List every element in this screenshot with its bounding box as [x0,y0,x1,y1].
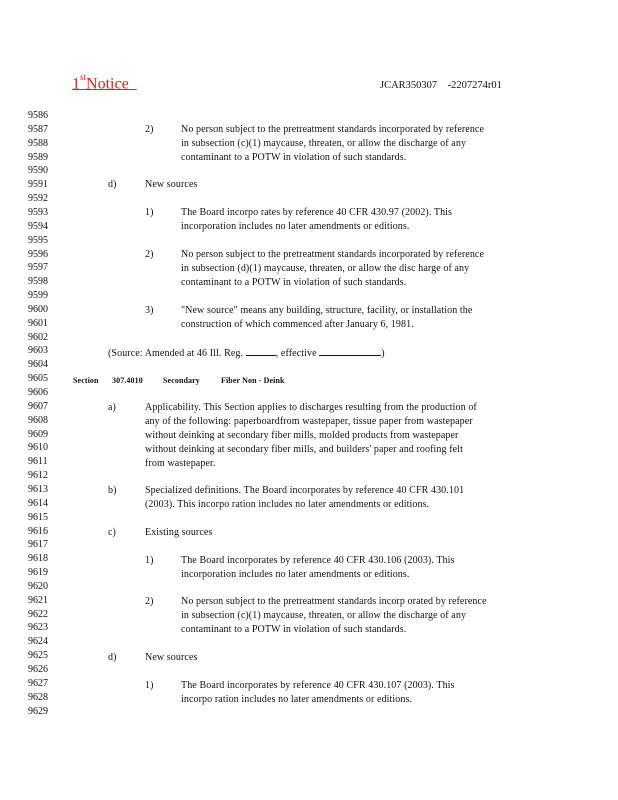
line-number: 9613 [28,483,48,495]
line-number: 9610 [28,442,48,454]
line-number: 9611 [28,456,48,468]
text-line: contaminant to a POTW in violation of such standards. [181,624,407,635]
text-line: Existing sources [145,527,213,538]
text-line: without deinking at secondary fiber mills, molded products from wastepaper [145,430,459,441]
line-number: 9605 [28,373,48,385]
text-line: "New source" means any building, structure, facility, or installation the [181,305,473,316]
line-number: 9600 [28,303,48,315]
line-number: 9589 [28,151,48,163]
line-number: 9593 [28,206,48,218]
line-number: 9617 [28,539,48,551]
text-line: No person subject to the pretreatment standards incorporated by reference [181,124,485,135]
line-number: 9616 [28,525,48,537]
item-number: 2) [145,249,154,260]
line-number: 9615 [28,511,48,523]
line-number: 9607 [28,400,48,412]
source-note-close: ) [381,348,385,359]
text-line: The Board incorpo rates by reference 40 CFR 430.97 (2002). This [181,207,453,218]
line-number: 9623 [28,622,48,634]
line-number: 9591 [28,179,48,191]
line-number: 9599 [28,290,48,301]
item-number: 2) [145,596,154,607]
line-number: 9594 [28,220,48,232]
line-number: 9619 [28,567,48,578]
line-number: 9596 [28,248,48,260]
line-number: 9612 [28,470,48,482]
line-number: 9586 [28,110,48,121]
item-number: d) [108,652,117,663]
text-line: The Board incorporates by reference 40 CFR 430.107 (2003). This [181,680,455,691]
line-number: 9609 [28,428,48,440]
effective-label: , effective [275,348,317,359]
line-number: 9590 [28,165,48,177]
line-number: 9588 [28,137,48,149]
line-number: 9626 [28,664,48,675]
section-label: Section [73,376,99,385]
item-number: b) [108,485,117,496]
section-title-part: Fiber Non - Deink [221,376,285,385]
notice-word: Notice [86,75,129,93]
line-number: 9629 [28,705,48,717]
effective-blank [319,346,381,356]
text-line: incorpo ration includes no later amendments or editions. [181,694,413,705]
text-line: in subsection (c)(1) maycause, threaten, or allow the discharge of any [181,610,467,621]
item-number: 1) [145,555,154,566]
text-line: (2003). This incorpo ration includes no later amendments or editions. [145,499,430,510]
item-number: d) [108,179,117,190]
line-number: 9622 [28,608,48,620]
line-number: 9601 [28,317,48,329]
line-number: 9621 [28,594,48,606]
line-number: 9614 [28,497,48,509]
item-number: 2) [145,124,154,135]
section-number: 307.4010 [112,376,143,385]
line-number: 9606 [28,387,48,398]
text-line: without deinking at secondary fiber mills, and builders' paper and roofing felt [145,444,463,455]
jcar-code: JCAR350307 -2207274r01 [380,80,502,91]
line-number: 9592 [28,193,48,205]
text-line: No person subject to the pretreatment standards incorporated by reference [181,249,485,260]
text-line: contaminant to a POTW in violation of such standards. [181,277,407,288]
line-number: 9595 [28,234,48,246]
line-number: 9602 [28,331,48,343]
source-note-text: (Source: Amended at 46 Ill. Reg. [108,348,244,359]
text-line: New sources [145,652,198,663]
line-number: 9627 [28,677,48,689]
text-line: Specialized definitions. The Board incorporates by reference 40 CFR 430.101 [145,485,465,496]
line-number: 9624 [28,636,48,648]
text-line: construction of which commenced after January 6, 1981. [181,319,414,330]
text-line: contaminant to a POTW in violation of such standards. [181,152,407,163]
item-number: 1) [145,680,154,691]
register-blank [246,346,276,356]
line-number: 9628 [28,691,48,703]
line-number: 9603 [28,345,48,357]
text-line: No person subject to the pretreatment standards incorp orated by reference [181,596,487,607]
text-line: any of the following: paperboardfrom wastepaper, tissue paper from wastepaper [145,416,473,427]
notice-suffix: st [80,72,87,82]
notice-heading [72,74,137,93]
item-number: 3) [145,305,154,316]
item-number: 1) [145,207,154,218]
line-number: 9620 [28,580,48,592]
line-number: 9598 [28,276,48,288]
text-line: in subsection (d)(1) maycause, threaten, or allow the disc harge of any [181,263,470,274]
text-line: incorporation includes no later amendments or editions. [181,221,410,232]
line-number: 9604 [28,359,48,371]
item-number: c) [108,527,116,538]
line-number: 9618 [28,553,48,565]
line-number: 9597 [28,262,48,274]
text-line: incorporation includes no later amendments or editions. [181,569,410,580]
text-line: from wastepaper. [145,458,216,469]
line-number: 9625 [28,650,48,662]
item-number: a) [108,402,116,413]
notice-number: 1 [72,75,80,93]
line-number: 9608 [28,414,48,426]
line-number: 9587 [28,123,48,135]
text-line: Applicability. This Section applies to discharges resulting from the production of [145,402,477,413]
section-title-part: Secondary [163,376,200,385]
text-line: in subsection (c)(1) maycause, threaten, or allow the discharge of any [181,138,467,149]
text-line: The Board incorporates by reference 40 CFR 430.106 (2003). This [181,555,455,566]
text-line: New sources [145,179,198,190]
source-note [108,346,385,359]
